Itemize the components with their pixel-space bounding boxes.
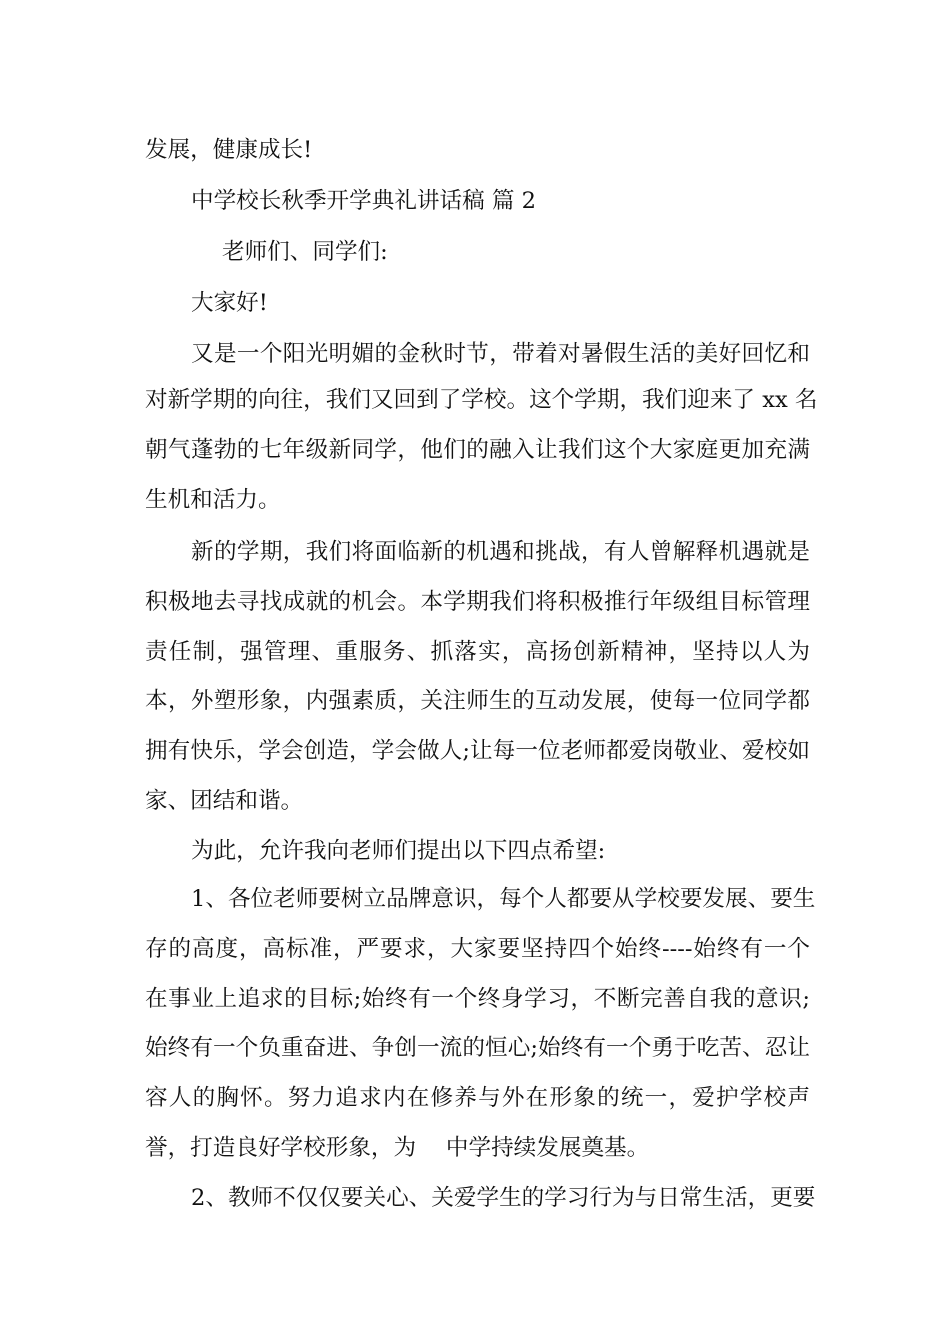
paragraph-line: 家、团结和谐。 bbox=[145, 788, 304, 814]
paragraph-line: 积极地去寻找成就的机会。本学期我们将积极推行年级组目标管理 bbox=[145, 589, 810, 615]
paragraph-line: 2、教师不仅仅要关心、关爱学生的学习行为与日常生活，更要 bbox=[191, 1185, 816, 1211]
paragraph-line: 朝气蓬勃的七年级新同学，他们的融入让我们这个大家庭更加充满 bbox=[145, 437, 810, 463]
greeting: 大家好! bbox=[191, 290, 268, 316]
page-title: 中学校长秋季开学典礼讲话稿 篇 2 bbox=[191, 188, 537, 214]
paragraph-line: 誉，打造良好学校形象，为 中学持续发展奠基。 bbox=[145, 1135, 650, 1161]
salutation: 老师们、同学们: bbox=[222, 239, 388, 265]
paragraph-line: 始终有一个负重奋进、争创一流的恒心;始终有一个勇于吃苦、忍让 bbox=[145, 1035, 810, 1061]
opening-fragment: 发展，健康成长! bbox=[145, 137, 313, 163]
paragraph-line: 在事业上追求的目标;始终有一个终身学习，不断完善自我的意识; bbox=[145, 986, 810, 1012]
paragraph-line: 本，外塑形象，内强素质，关注师生的互动发展，使每一位同学都 bbox=[145, 688, 810, 714]
paragraph-line: 存的高度，高标准，严要求，大家要坚持四个始终----始终有一个 bbox=[145, 936, 810, 962]
paragraph-line: 责任制，强管理、重服务、抓落实，高扬创新精神，坚持以人为 bbox=[145, 639, 810, 665]
paragraph-line: 1、各位老师要树立品牌意识，每个人都要从学校要发展、要生 bbox=[191, 886, 816, 912]
paragraph-line: 又是一个阳光明媚的金秋时节，带着对暑假生活的美好回忆和 bbox=[191, 341, 810, 367]
paragraph-line: 生机和活力。 bbox=[145, 487, 281, 513]
paragraph-line: 拥有快乐，学会创造，学会做人;让每一位老师都爱岗敬业、爱校如 bbox=[145, 738, 810, 764]
paragraph-line: 新的学期，我们将面临新的机遇和挑战，有人曾解释机遇就是 bbox=[191, 539, 810, 565]
paragraph-line: 容人的胸怀。努力追求内在修养与外在形象的统一，爱护学校声 bbox=[145, 1085, 810, 1111]
paragraph-line: 为此，允许我向老师们提出以下四点希望: bbox=[191, 838, 606, 864]
paragraph-line: 对新学期的向往，我们又回到了学校。这个学期，我们迎来了 xx 名 bbox=[145, 387, 818, 413]
